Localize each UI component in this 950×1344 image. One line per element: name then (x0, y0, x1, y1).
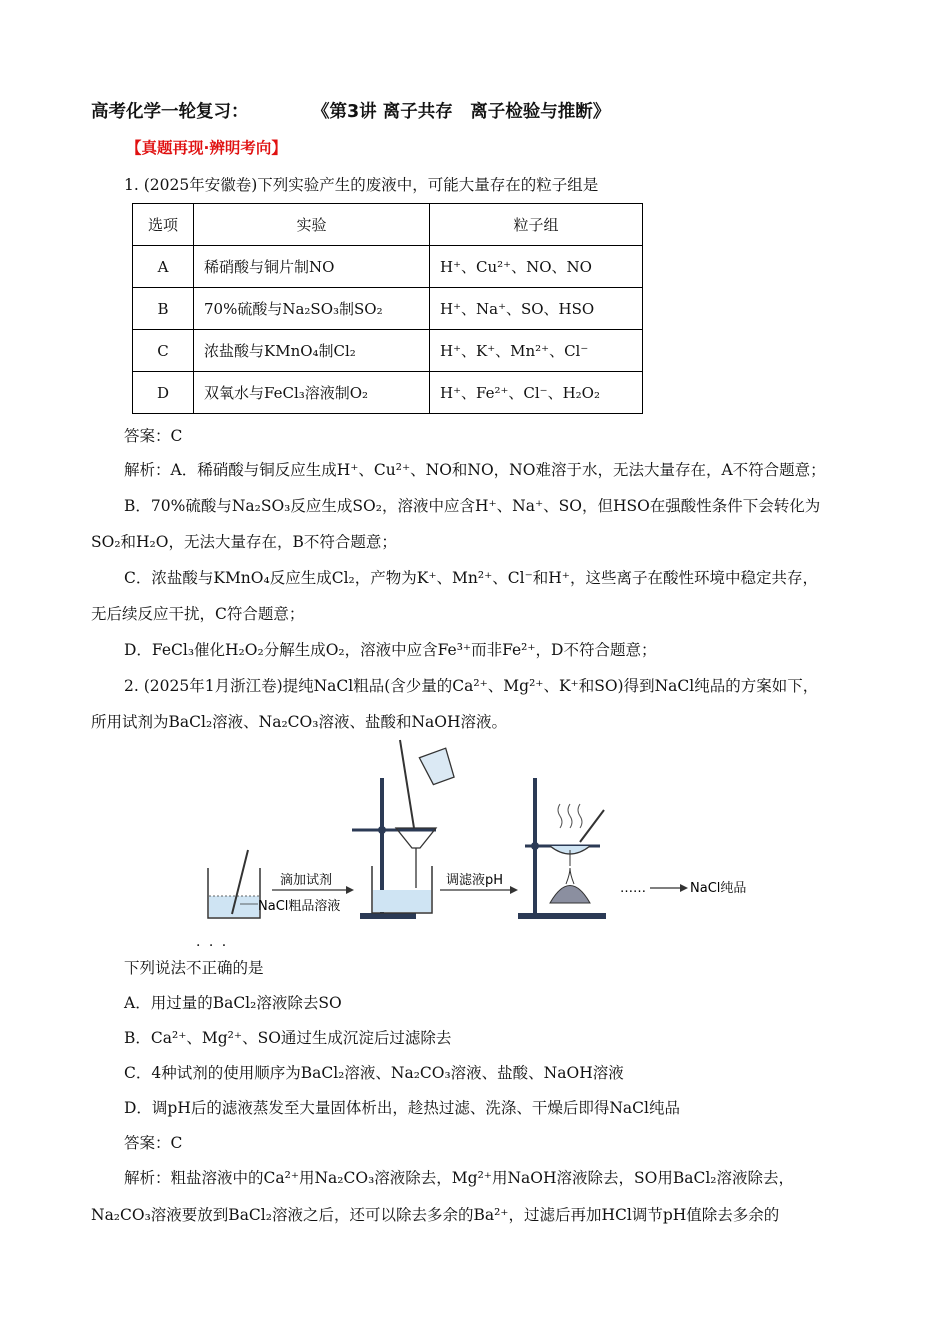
beaker-icon (208, 850, 260, 918)
q2-option: D．调pH后的滤液蒸发至大量固体析出，趁热过滤、洗涤、干燥后即得NaCl纯品 (124, 1099, 680, 1117)
q2-option: B．Ca²⁺、Mg²⁺、SO通过生成沉淀后过滤除去 (124, 1029, 452, 1047)
filtration-stand-icon (352, 740, 456, 919)
table-row (133, 330, 643, 372)
arrow1-label: 滴加试剂 (280, 873, 333, 888)
arrow2-label: 调滤液pH (446, 873, 504, 888)
q2-option: A．用过量的BaCl₂溶液除去SO (124, 994, 342, 1012)
table-row (133, 288, 643, 330)
q2-analysis-line: 解析：粗盐溶液中的Ca²⁺用Na₂CO₃溶液除去，Mg²⁺用NaOH溶液除去，SO用BaCl₂溶液除去， (124, 1169, 794, 1187)
table-cell: 浓盐酸与KMnO₄制Cl₂ (194, 330, 430, 372)
table-cell: H⁺、K⁺、Mn²⁺、Cl⁻ (430, 330, 643, 372)
arrow-right-icon (346, 886, 354, 894)
q2-stem-line: 2. (2025年1月浙江卷)提纯NaCl粗品(含少量的Ca²⁺、Mg²⁺、K⁺和SO)得到NaCl纯品的方案如下， (124, 677, 819, 695)
q2-analysis-line: Na₂CO₃溶液要放到BaCl₂溶液之后，还可以除去多余的Ba²⁺，过滤后再加HCl调节pH值除去多余的 (91, 1206, 780, 1224)
apparatus-diagram (200, 738, 800, 928)
q2-answer: 答案：C (124, 1134, 183, 1152)
table-cell: 70%硫酸与Na₂SO₃制SO₂ (194, 288, 430, 330)
page-title-right: 《第3讲 离子共存 离子检验与推断》 (312, 102, 611, 122)
table-header-cell: 选项 (133, 204, 194, 246)
q2-stem-line: 所用试剂为BaCl₂溶液、Na₂CO₃溶液、盐酸和NaOH溶液。 (91, 713, 507, 731)
table-cell: H⁺、Fe²⁺、Cl⁻、H₂O₂ (430, 372, 643, 414)
table-header-cell: 粒子组 (430, 204, 643, 246)
q1-analysis-line: C．浓盐酸与KMnO₄反应生成Cl₂，产物为K⁺、Mn²⁺、Cl⁻和H⁺，这些离子在酸性环境中稳定共存， (124, 569, 818, 587)
q1-analysis-line: B．70%硫酸与Na₂SO₃反应生成SO₂，溶液中应含H⁺、Na⁺、SO，但HSO在强酸性条件下会转化为 (124, 497, 821, 515)
table-cell: D (133, 372, 194, 414)
arrow-right-icon (680, 884, 688, 892)
q1-answer: 答案：C (124, 427, 183, 445)
table-row (133, 372, 643, 414)
arrow-right-icon (510, 886, 518, 894)
q1-analysis-line: SO₂和H₂O，无法大量存在，B不符合题意； (91, 533, 397, 551)
section-tag: 【真题再现·辨明考向】 (126, 139, 287, 157)
table-cell: A (133, 246, 194, 288)
q1-analysis-line: 无后续反应干扰，C符合题意； (91, 605, 305, 623)
table-header-row (133, 204, 643, 246)
table-cell: C (133, 330, 194, 372)
product-label: NaCl纯品 (690, 881, 747, 896)
table-cell: B (133, 288, 194, 330)
evaporation-stand-icon (518, 778, 606, 919)
page-title-left: 高考化学一轮复习： (91, 102, 249, 122)
q1-analysis-line: 解析：A．稀硝酸与铜反应生成H⁺、Cu²⁺、NO和NO，NO难溶于水，无法大量存在，A不符合题意； (124, 461, 826, 479)
table-row (133, 246, 643, 288)
q1-table (132, 203, 643, 414)
table-cell: H⁺、Cu²⁺、NO、NO (430, 246, 643, 288)
dots-label: …… (620, 881, 646, 896)
table-cell: H⁺、Na⁺、SO、HSO (430, 288, 643, 330)
beaker-label: NaCl粗品溶液 (258, 899, 341, 914)
table-cell: 双氧水与FeCl₃溶液制O₂ (194, 372, 430, 414)
q1-stem: 1. (2025年安徽卷)下列实验产生的废液中，可能大量存在的粒子组是 (124, 176, 599, 194)
q1-analysis-line: D．FeCl₃催化H₂O₂分解生成O₂，溶液中应含Fe³⁺而非Fe²⁺，D不符合题意； (124, 641, 657, 659)
q2-question: 下列说法不正确的是 (124, 959, 264, 977)
emphasis-dots: · · · (196, 938, 229, 954)
q2-option: C．4种试剂的使用顺序为BaCl₂溶液、Na₂CO₃溶液、盐酸、NaOH溶液 (124, 1064, 624, 1082)
table-cell: 稀硝酸与铜片制NO (194, 246, 430, 288)
table-header-cell: 实验 (194, 204, 430, 246)
